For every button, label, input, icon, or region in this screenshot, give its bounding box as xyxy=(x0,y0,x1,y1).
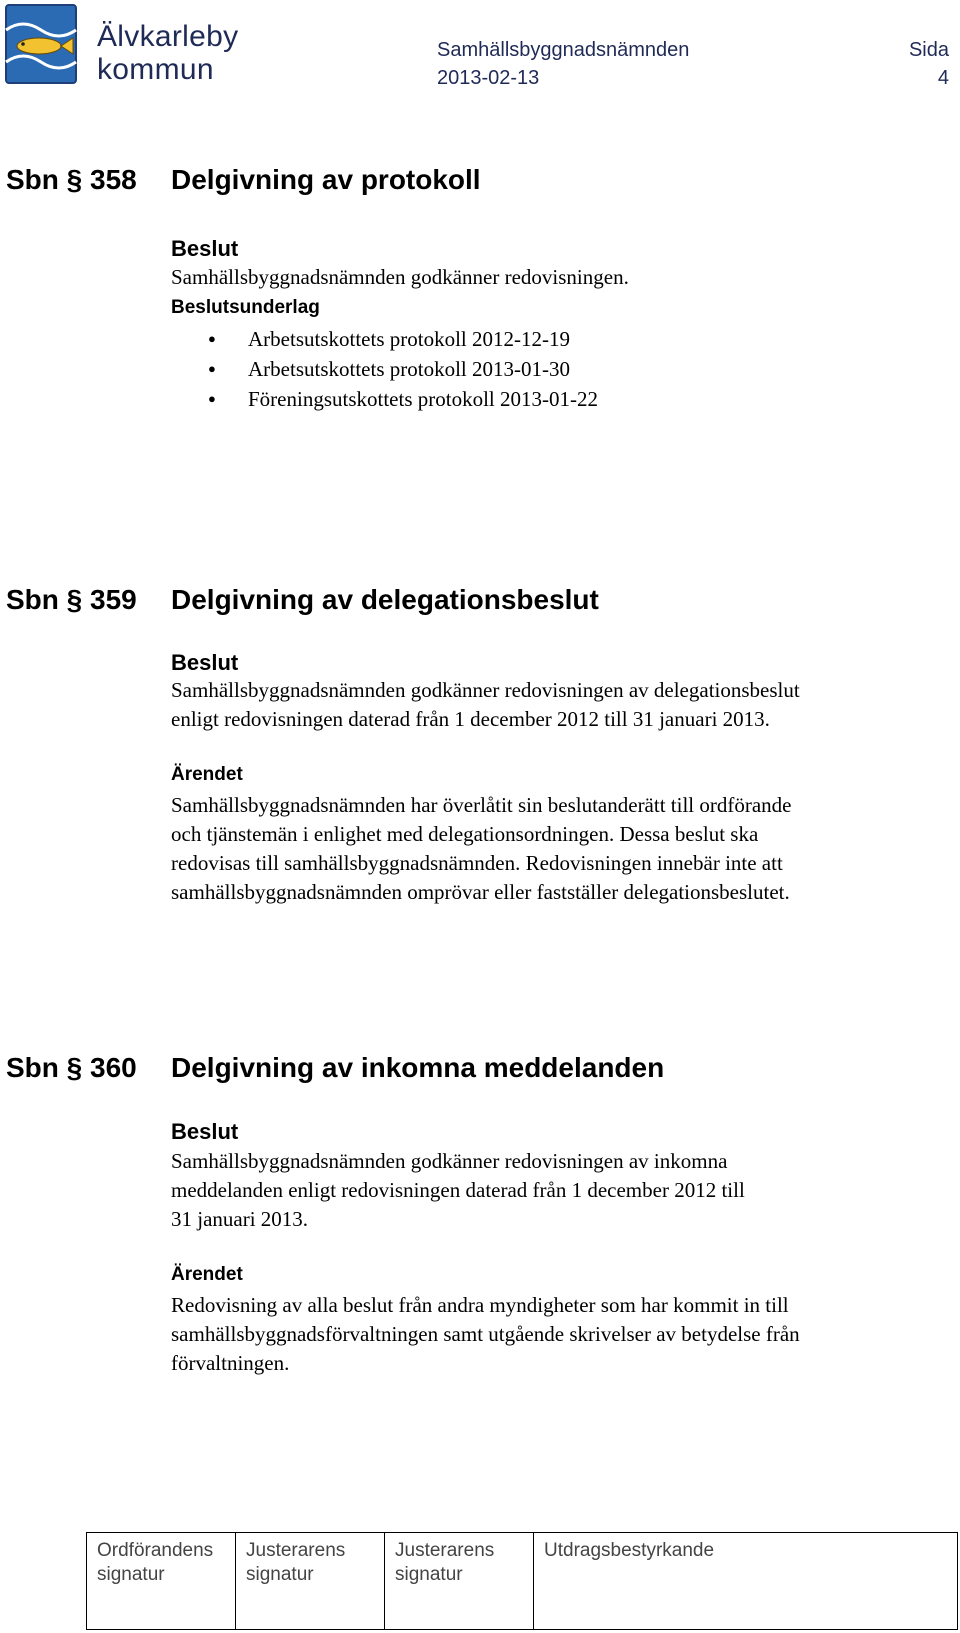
arendet-line: Samhällsbyggnadsnämnden har överlåtit sin beslutanderätt till ordförande xyxy=(171,793,792,817)
arendet-heading: Ärendet xyxy=(171,1264,243,1285)
arendet-line: samhällsbyggnadsförvaltningen samt utgående skrivelser av betydelse från xyxy=(171,1322,800,1346)
signature-label: signatur xyxy=(97,1564,165,1585)
signature-label: Utdragsbestyrkande xyxy=(544,1540,715,1561)
beslut-line: Samhällsbyggnadsnämnden godkänner redovisningen av inkomna xyxy=(171,1149,728,1173)
logo-line-1: Älvkarleby xyxy=(97,20,239,53)
signature-label: Ordförandens xyxy=(97,1540,214,1561)
beslut-line: Samhällsbyggnadsnämnden godkänner redovisningen av delegationsbeslut xyxy=(171,678,800,702)
section-title: Delgivning av protokoll xyxy=(171,164,481,195)
section-title: Delgivning av inkomna meddelanden xyxy=(171,1052,665,1083)
signature-box-justerare-1 xyxy=(236,1533,385,1630)
list-item: ● Föreningsutskottets protokoll 2013-01-22 xyxy=(171,384,598,414)
arendet-text xyxy=(171,1291,941,1378)
beslut-heading: Beslut xyxy=(171,650,239,675)
arendet-line: och tjänstemän i enlighet med delegationsordningen. Dessa beslut ska xyxy=(171,822,759,846)
beslut-line: enligt redovisningen daterad från 1 december 2012 till 31 januari 2013. xyxy=(171,707,770,731)
signature-label: Justerarens xyxy=(395,1540,495,1561)
beslut-heading: Beslut xyxy=(171,236,239,261)
beslut-line: Samhällsbyggnadsnämnden godkänner redovisningen. xyxy=(171,265,629,289)
signature-box-ordforande xyxy=(87,1533,236,1630)
signature-label: Justerarens xyxy=(246,1540,346,1561)
signature-table xyxy=(86,1532,958,1630)
section-number: Sbn § 359 xyxy=(6,584,137,615)
beslut-heading: Beslut xyxy=(171,1119,239,1144)
committee-name: Samhällsbyggnadsnämnden xyxy=(437,39,690,61)
page-label: Sida xyxy=(908,39,949,61)
arendet-text xyxy=(171,791,941,907)
municipality-crest-logo xyxy=(5,4,77,84)
beslutsunderlag-list xyxy=(171,324,598,414)
section-number: Sbn § 358 xyxy=(6,164,137,195)
arendet-line: samhällsbyggnadsnämnden omprövar eller fastställer delegationsbeslutet. xyxy=(171,880,790,904)
beslut-text xyxy=(171,263,941,292)
page-indicator xyxy=(909,36,949,92)
header-meta xyxy=(437,36,689,92)
meeting-date: 2013-02-13 xyxy=(437,67,540,89)
logo-line-2: kommun xyxy=(97,53,214,86)
list-item: ● Arbetsutskottets protokoll 2012-12-19 xyxy=(171,324,598,354)
section-title: Delgivning av delegationsbeslut xyxy=(171,584,599,615)
signature-label: signatur xyxy=(246,1564,314,1585)
beslut-text xyxy=(171,676,941,734)
signature-box-justerare-2 xyxy=(385,1533,534,1630)
arendet-line: Redovisning av alla beslut från andra myndigheter som har kommit in till xyxy=(171,1293,789,1317)
page-number: 4 xyxy=(937,67,949,89)
signature-box-utdragsbestyrkande xyxy=(534,1533,958,1630)
arendet-line: förvaltningen. xyxy=(171,1351,290,1375)
arendet-line: redovisas till samhällsbyggnadsnämnden. Redovisningen innebär inte att xyxy=(171,851,783,875)
signature-label: signatur xyxy=(395,1564,463,1585)
beslut-line: 31 januari 2013. xyxy=(171,1207,309,1231)
beslut-line: meddelanden enligt redovisningen daterad från 1 december 2012 till xyxy=(171,1178,745,1202)
section-number: Sbn § 360 xyxy=(6,1052,137,1083)
municipality-name xyxy=(97,20,238,86)
beslut-text xyxy=(171,1147,941,1234)
arendet-heading: Ärendet xyxy=(171,764,243,785)
list-item: ● Arbetsutskottets protokoll 2013-01-30 xyxy=(171,354,598,384)
beslutsunderlag-heading: Beslutsunderlag xyxy=(171,297,320,318)
